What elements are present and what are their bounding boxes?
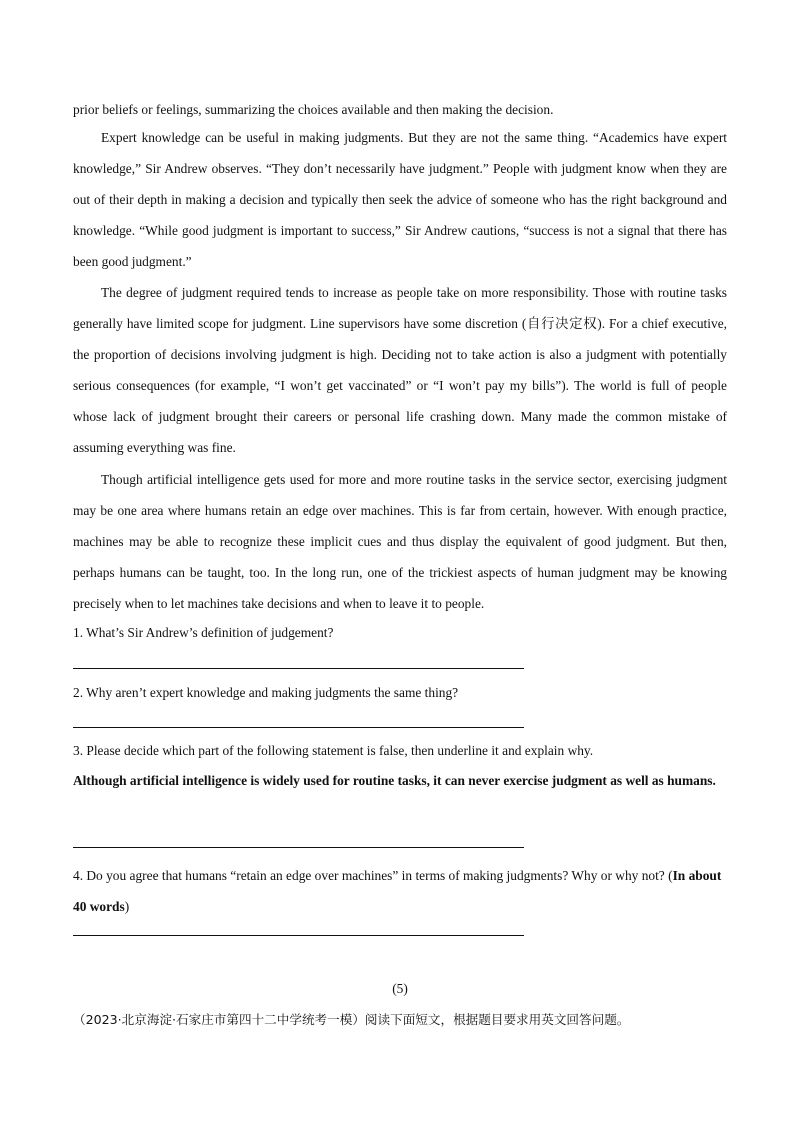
- question-4: [73, 860, 727, 922]
- answer-line-2[interactable]: [73, 727, 524, 728]
- source-note: （2023·北京海淀·石家庄市第四十二中学统考一模）阅读下面短文，根据题目要求用英文回答问题。: [73, 1012, 630, 1027]
- answer-line-4[interactable]: [73, 935, 524, 936]
- question-3-statement: Although artificial intelligence is widely used for routine tasks, it can never exercise judgment as well as humans.: [73, 773, 716, 788]
- question-1: 1. What’s Sir Andrew’s definition of judgement?: [73, 625, 334, 640]
- passage-paragraph-3: Though artificial intelligence gets used for more and more routine tasks in the service sector, exercising judgment may be one area where humans retain an edge over machines. This is far from certain, however. With enough practice, machines may be able to recognize these implicit cues and thus display the equivalent of good judgment. But then, perhaps humans can be taught, too. In the long run, one of the trickiest aspects of human judgment may be knowing precisely when to let machines take decisions and when to leave it to people.: [73, 472, 727, 611]
- answer-line-3[interactable]: [73, 847, 524, 848]
- question-2: 2. Why aren’t expert knowledge and making judgments the same thing?: [73, 685, 459, 700]
- question-4-text: 4. Do you agree that humans “retain an edge over machines” in terms of making judgments? Why or why not? (: [73, 868, 673, 883]
- passage-paragraph-2: The degree of judgment required tends to increase as people take on more responsibility. Those with routine tasks generally have limited scope for judgment. Line supervisors have some discretion (自行决定权). For a chief executive, the proportion of decisions involving judgment is high. Deciding not to take action is also a judgment with potentially serious consequences (for example, “I won’t get vaccinated” or “I won’t pay my bills”). The world is full of people whose lack of judgment brought their careers or personal life crashing down. Many made the common mistake of assuming everything was fine.: [73, 285, 727, 455]
- question-4-word-limit: In about 40 words: [73, 868, 722, 914]
- answer-line-1[interactable]: [73, 668, 524, 669]
- question-3: 3. Please decide which part of the following statement is false, then underline it and explain why.: [73, 743, 594, 758]
- passage-paragraph-0: prior beliefs or feelings, summarizing the choices available and then making the decision.: [73, 102, 554, 117]
- passage-paragraph-1: Expert knowledge can be useful in making judgments. But they are not the same thing. “Academics have expert knowledge,” Sir Andrew observes. “They don’t necessarily have judgment.” People with judgment know when they are out of their depth in making a decision and typically then seek the advice of someone who has the right background and knowledge. “While good judgment is important to success,” Sir Andrew cautions, “success is not a signal that there has been good judgment.”: [73, 130, 727, 269]
- question-4-close: ): [124, 899, 130, 914]
- section-number: (5): [392, 981, 408, 996]
